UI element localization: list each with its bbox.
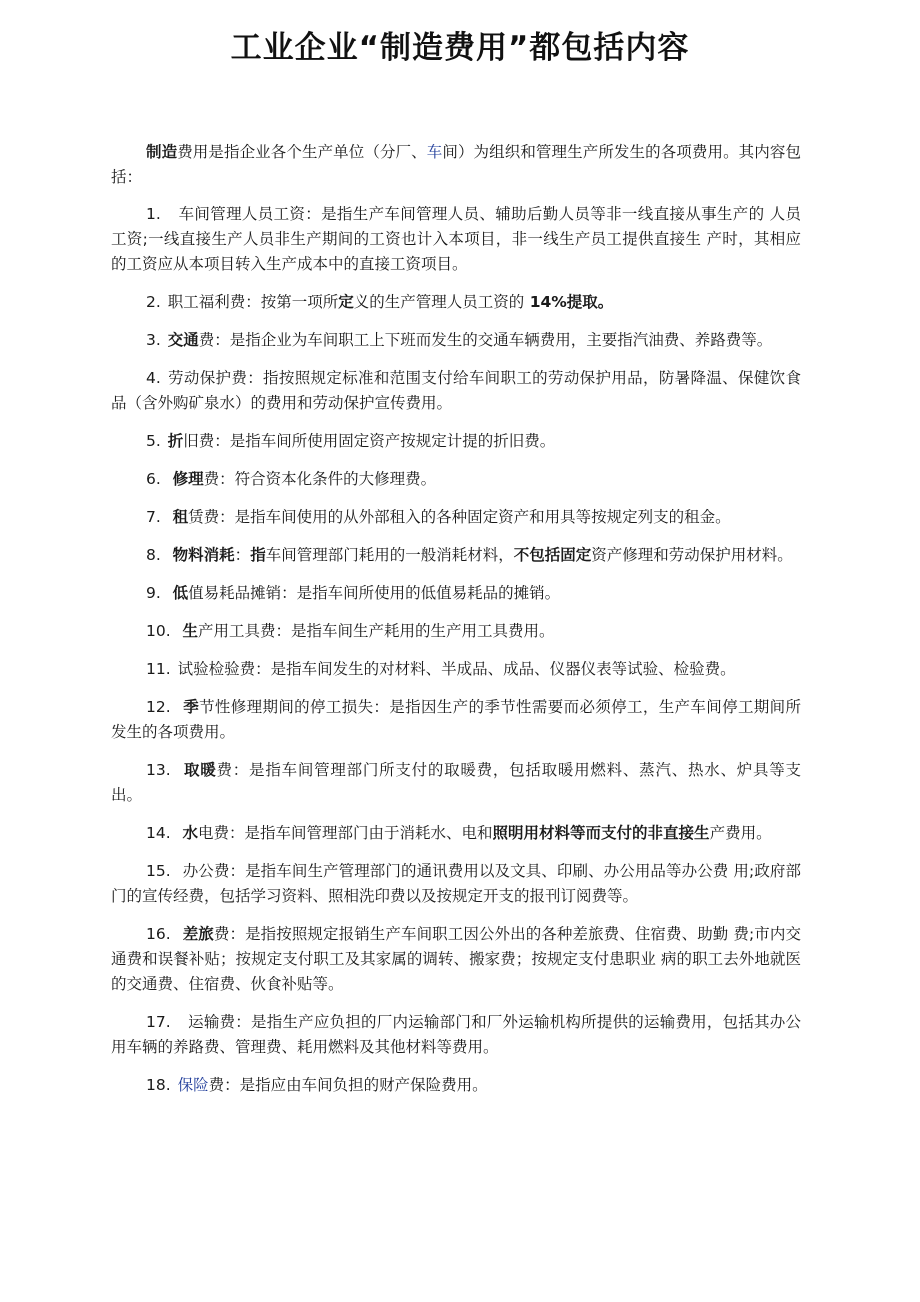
item-text: 车间管理部门耗用的一般消耗材料， [265,546,514,564]
list-item [111,758,801,808]
item-text: 资产修理和劳动保护用材料。 [591,546,793,564]
list-item [111,429,801,454]
list-item [111,922,801,997]
item-number: 17. [146,1013,171,1031]
list-item [111,467,801,492]
item-number: 9. [146,584,161,602]
item-text: 费：是指车间管理部门所支付的取暖费，包括取暖用燃料、蒸汽、热水、炉具等支出。 [111,761,801,804]
item-term: 运输费 [188,1013,236,1031]
item-text: ：按第一项所 [245,293,339,311]
item-text: 产用工具费：是指车间生产耗用的生产用工具费用。 [198,622,555,640]
item-number: 5. [146,432,161,450]
item-text: ：是指生产应负担的厂内运输部门和厂外运输机构所提供的运输费用，包括其办公用车辆的养路费、管理费、耗用燃料及其他材料等费用。 [111,1013,801,1056]
page-title: 工业企业“制造费用”都包括内容 [230,30,690,66]
item-number: 11. [146,660,171,678]
item-term: 折 [167,432,184,450]
item-text: 赁费：是指车间使用的从外部租入的各种固定资产和用具等按规定列支的租金。 [188,508,731,526]
item-number: 1. [146,205,161,223]
list-item [111,821,801,846]
item-number: 18. [146,1076,171,1094]
item-text: 费：是指应由车间负担的财产保险费用。 [208,1076,488,1094]
intro-text-a: 费用是指企业各个生产单位（分厂、 [177,143,427,161]
list-item [111,859,801,909]
item-bold: 14%提取。 [524,293,614,311]
list-item [111,619,801,644]
item-text: 费：是指按照规定报销生产车间职工因公外出的各种差旅费、住宿费、助勤 费;市内交通费和误餐补贴；按规定支付职工及其家属的调转、搬家费；按规定支付患职业 病的职工去外地就医的交通费、住宿费、伙食补贴等。 [111,925,801,993]
item-text: 旧费：是指车间所使用固定资产按规定计提的折旧费。 [183,432,556,450]
list-item [111,366,801,416]
list-item [111,505,801,530]
list-item [111,695,801,745]
item-number: 4. [146,369,161,387]
list-item [111,290,801,315]
item-term: 试验检验费 [177,660,256,678]
item-term: 劳动保护费 [168,369,248,387]
item-text: 义的生产管理人员工资的 [353,293,525,311]
intro-lead: 制造 [146,143,178,161]
item-term: 租 [172,508,189,526]
item-text: ： [234,546,251,564]
intro-highlight: 车 [426,143,443,161]
item-number: 6. [146,470,161,488]
item-term: 低 [172,584,189,602]
item-text: ：指按照规定标准和范围支付给车间职工的劳动保护用品，防暑降温、保健饮食品（含外购矿泉水）的费用和劳动保护宣传费用。 [111,369,801,412]
item-number: 13. [146,761,171,779]
item-number: 7. [146,508,161,526]
item-text: ：是指车间发生的对材料、半成品、成品、仪器仪表等试验、检验费。 [255,660,736,678]
list-item [111,657,801,682]
item-bold: 定 [338,293,354,311]
intro-text-b: 间）为组织和管理生产所发生的各项费用。其内容包括： [111,143,801,186]
item-text: 费：符合资本化条件的大修理费。 [203,470,437,488]
item-number: 3. [146,331,161,349]
item-text: 节性修理期间的停工损失：是指因生产的季节性需要而必须停工，生产车间停工期间所发生的各项费用。 [111,698,801,741]
item-number: 2. [146,293,161,311]
list-item [111,543,801,568]
item-number: 16. [146,925,171,943]
item-text: 值易耗品摊销：是指车间所使用的低值易耗品的摊销。 [188,584,561,602]
item-number: 14. [146,824,171,842]
item-text: 产费用。 [709,824,772,842]
item-term: 水 [182,824,199,842]
item-bold: 不包括固定 [513,546,592,564]
list-item [111,1073,801,1098]
list-item [111,328,801,353]
item-term: 生 [182,622,199,640]
list-item [111,202,801,277]
item-term: 车间管理人员工资 [178,205,306,223]
item-term: 差旅 [182,925,214,943]
item-text: 费：是指企业为车间职工上下班而发生的交通车辆费用，主要指汽油费、养路费等。 [198,331,773,349]
item-bold: 照明用材料等而支付的非直接生 [492,824,710,842]
item-number: 8. [146,546,161,564]
item-number: 15. [146,862,171,880]
item-number: 10. [146,622,171,640]
item-text: ：是指生产车间管理人员、辅助后勤人员等非一线直接从事生产的 人员工资;一线直接生产人员非生产期间的工资也计入本项目，非一线生产员工提供直接生 产时，其相应的工资应从本项目转入生产成本中的直接工资项目。 [111,205,801,273]
item-term: 季 [183,698,200,716]
item-text: 电费：是指车间管理部门由于消耗水、电和 [198,824,493,842]
item-number: 12. [146,698,171,716]
list-item [111,1010,801,1060]
item-term: 物料消耗 [172,546,235,564]
item-term: 交通 [167,331,199,349]
item-text: ：是指车间生产管理部门的通讯费用以及文具、印刷、办公用品等办公费 用;政府部门的宣传经费，包括学习资料、照相洗印费以及按规定开支的报刊订阅费等。 [111,862,801,905]
item-term: 办公费 [182,862,230,880]
item-term: 职工福利费 [167,293,246,311]
list-item [111,581,801,606]
item-term: 取暖 [184,761,217,779]
item-term: 保险 [177,1076,209,1094]
document-body [111,140,801,1111]
item-bold: 指 [250,546,266,564]
item-term: 修理 [172,470,204,488]
intro-paragraph [111,140,801,190]
